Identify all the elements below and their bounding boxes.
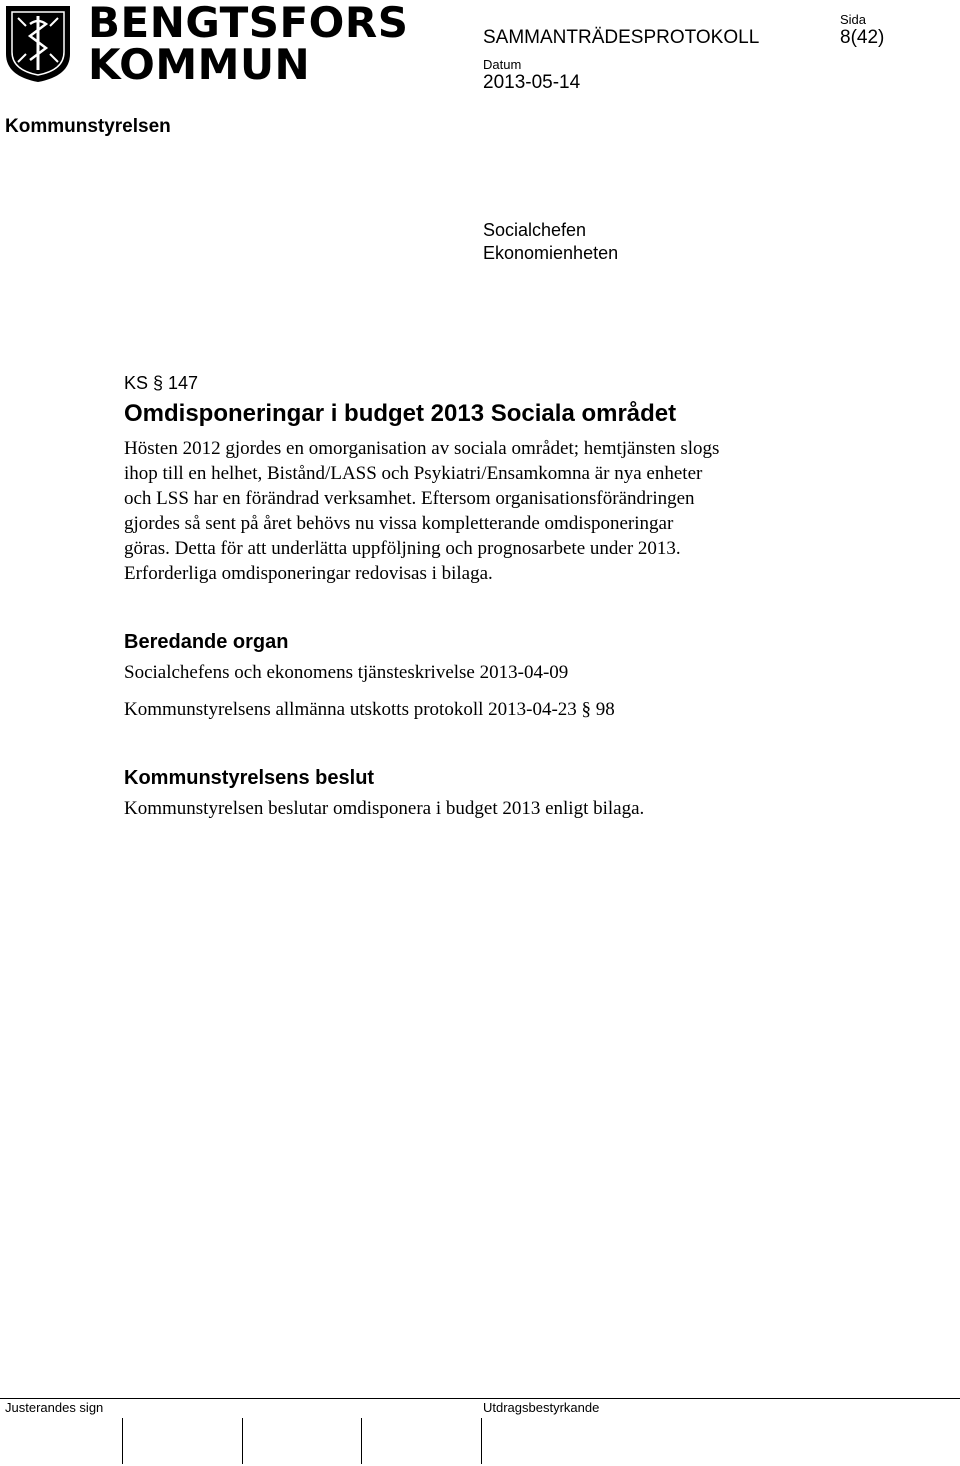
decision-heading: Kommunstyrelsens beslut [124, 767, 375, 789]
case-number: KS § 147 [124, 373, 199, 393]
signature-box-divider [481, 1418, 482, 1464]
document-type: SAMMANTRÄDESPROTOKOLL [483, 27, 760, 48]
date-label: Datum [483, 57, 522, 72]
certification-label: Utdragsbestyrkande [483, 1400, 600, 1415]
logo-wordmark-line1: BENGTSFORS [88, 0, 409, 47]
case-description [124, 436, 844, 586]
date-value: 2013-05-14 [483, 72, 581, 93]
footer-rule [0, 1398, 960, 1399]
committee-name: Kommunstyrelsen [5, 116, 171, 137]
preparing-body-item: Kommunstyrelsens allmänna utskotts protokoll 2013-04-23 § 98 [124, 699, 615, 720]
distribution-recipient: Ekonomienheten [483, 243, 619, 263]
logo-wordmark-line2: KOMMUN [88, 40, 311, 89]
signature-label: Justerandes sign [5, 1400, 104, 1415]
page-label: Sida [840, 12, 867, 27]
paragraph-line: göras. Detta för att underlätta uppföljning och prognosarbete under 2013. [124, 538, 681, 559]
case-title: Omdisponeringar i budget 2013 Sociala området [124, 400, 677, 427]
signature-box-divider [361, 1418, 362, 1464]
decision-text: Kommunstyrelsen beslutar omdisponera i budget 2013 enligt bilaga. [124, 798, 645, 819]
paragraph-line: Erforderliga omdisponeringar redovisas i bilaga. [124, 563, 493, 584]
paragraph-line: och LSS har en förändrad verksamhet. Eftersom organisationsförändringen [124, 488, 695, 509]
signature-box-divider [122, 1418, 123, 1464]
distribution-recipient: Socialchefen [483, 220, 587, 240]
paragraph-line: gjordes så sent på året behövs nu vissa kompletterande omdisponeringar [124, 513, 674, 534]
municipal-coat-of-arms-icon [4, 4, 72, 84]
signature-box-divider [242, 1418, 243, 1464]
preparing-body-heading: Beredande organ [124, 631, 289, 653]
paragraph-line: ihop till en helhet, Bistånd/LASS och Psykiatri/Ensamkomna är nya enheter [124, 463, 703, 484]
page-number: 8(42) [840, 27, 885, 48]
preparing-body-item: Socialchefens och ekonomens tjänsteskrivelse 2013-04-09 [124, 662, 569, 683]
paragraph-line: Hösten 2012 gjordes en omorganisation av sociala området; hemtjänsten slogs [124, 438, 720, 459]
